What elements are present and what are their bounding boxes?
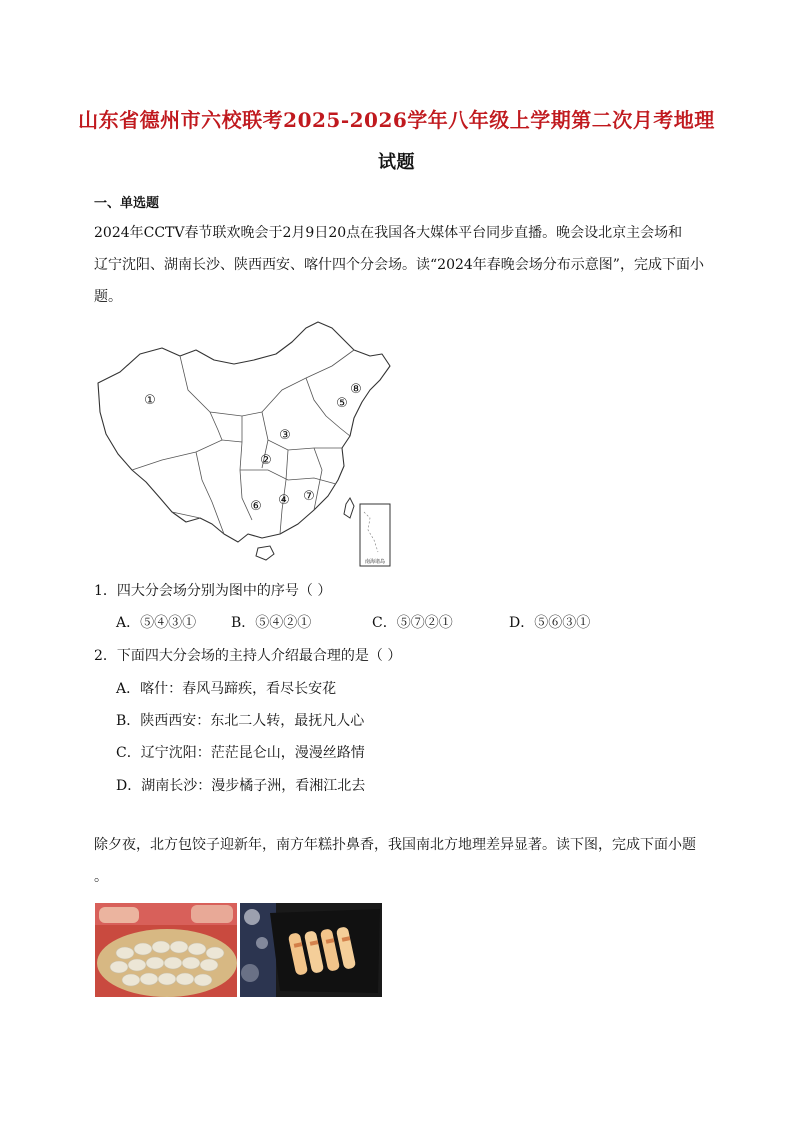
intro-line-3: 题。 (94, 289, 122, 305)
rice-cakes-photo (240, 903, 382, 997)
q2-option-a[interactable]: A．喀什：春风马蹄疾，看尽长安花 (116, 681, 337, 697)
intro2-line-1: 除夕夜，北方包饺子迎新年，南方年糕扑鼻香，我国南北方地理差异显著。读下图，完成下面小题 (94, 837, 696, 853)
question-2-stem: 2．下面四大分会场的主持人介绍最合理的是（ ） (94, 648, 402, 664)
q2-option-b[interactable]: B．陕西西安：东北二人转，最抚凡人心 (116, 713, 365, 729)
q1-option-a[interactable]: A．⑤④③① (116, 615, 197, 631)
q1-option-d[interactable]: D．⑤⑥③① (509, 615, 591, 631)
q2-option-c[interactable]: C．辽宁沈阳：茫茫昆仑山，漫漫丝路情 (116, 745, 365, 761)
marker-6: ⑥ (250, 499, 262, 514)
south-china-sea-inset (360, 504, 390, 566)
marker-4: ④ (278, 493, 290, 508)
marker-3: ③ (279, 428, 291, 443)
q2-option-d[interactable]: D．湖南长沙：漫步橘子洲，看湘江北去 (116, 778, 366, 794)
document-title-line1: 山东省德州市六校联考2025-2026学年八年级上学期第二次月考地理 (78, 108, 715, 132)
china-venue-map (92, 320, 392, 570)
marker-5: ⑤ (336, 396, 348, 411)
document-title-line2: 试题 (378, 152, 415, 173)
dumplings-photo (95, 903, 237, 997)
marker-8: ⑧ (350, 382, 362, 397)
section-heading: 一、单选题 (94, 196, 160, 211)
marker-2: ② (260, 453, 272, 468)
q1-option-c[interactable]: C．⑤⑦②① (372, 615, 453, 631)
inset-label: 南海诸岛 (364, 559, 386, 565)
question-1-stem: 1．四大分会场分别为图中的序号（ ） (94, 583, 332, 599)
intro-line-1: 2024年CCTV春节联欢晚会于2月9日20点在我国各大媒体平台同步直播。晚会设北京主会场和 (94, 225, 683, 241)
marker-7: ⑦ (303, 489, 315, 504)
marker-1: ① (144, 393, 156, 408)
intro2-paragraph (94, 829, 706, 893)
intro2-line-2: 。 (94, 869, 108, 885)
intro-line-2: 辽宁沈阳、湖南长沙、陕西西安、喀什四个分会场。读“2024年春晚会场分布示意图”，完成下面小 (94, 257, 704, 273)
intro-paragraph (94, 217, 706, 313)
q1-option-b[interactable]: B．⑤④②① (231, 615, 312, 631)
